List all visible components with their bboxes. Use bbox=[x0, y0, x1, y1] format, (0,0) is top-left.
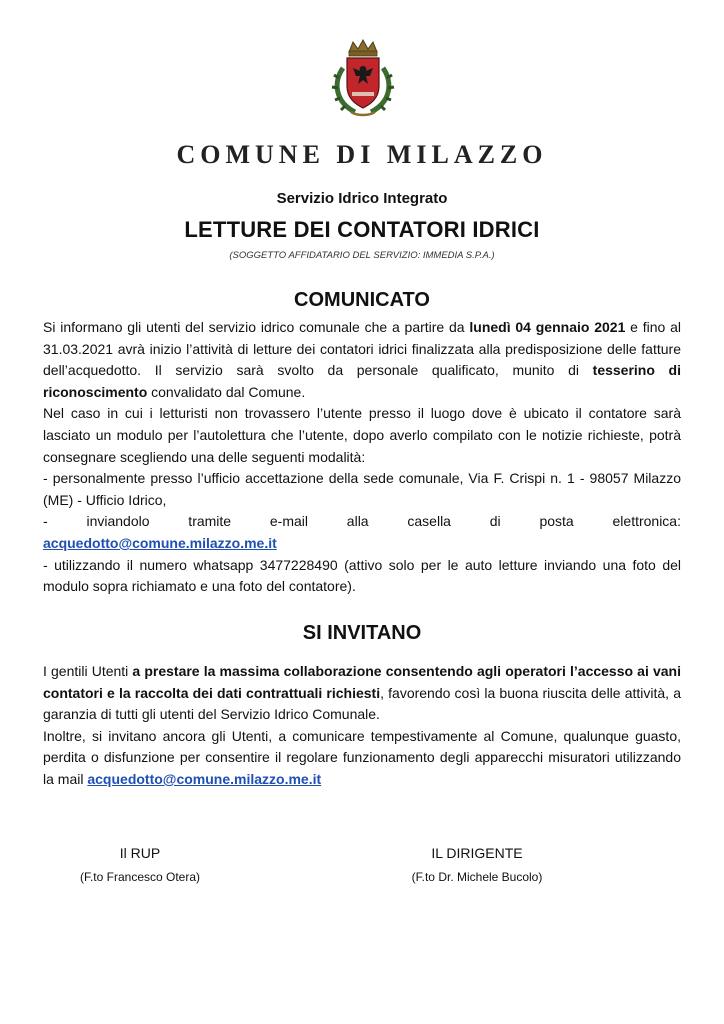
signature-dirigente bbox=[377, 845, 577, 884]
comunicato-paragraph-2: Nel caso in cui i letturisti non trovassero l’utente presso il luogo dove è ubicato il contatore sarà lasciato un modulo per l’autolettura che l’utente, dopo averlo compilato con le notizie richieste, potrà consegnare scegliendo una delle seguenti modalità: bbox=[43, 405, 681, 465]
text-run: convalidato dal Comune. bbox=[147, 383, 306, 400]
badge-requirement: tesserino di riconoscimento bbox=[43, 362, 681, 400]
notice-title: LETTURE DEI CONTATORI IDRICI bbox=[184, 217, 540, 242]
invitano-paragraph-2 bbox=[43, 726, 681, 791]
coat-of-arms-icon bbox=[327, 38, 399, 120]
comunicato-paragraph-1 bbox=[43, 317, 681, 403]
invitano-body bbox=[43, 661, 681, 791]
text-run: , favorendo così la buona riuscita delle attività, a garanzia di tutti gli utenti del Servizio Idrico Comunale. bbox=[43, 684, 681, 723]
text-run: e fino al 31.03.2021 avrà inizio l’attività di letture dei contatori idrici finalizzata alla predisposizione delle fatture dell’acquedotto. Il servizio sarà svolto da personale qualificato, munito di bbox=[43, 319, 681, 379]
text-run: I gentili Utenti bbox=[43, 663, 133, 679]
invitano-heading: SI INVITANO bbox=[302, 622, 422, 644]
email-link[interactable]: acquedotto@comune.milazzo.me.it bbox=[87, 770, 322, 787]
request-text: a prestare la massima collaborazione consentendo agli operatori l’accesso ai vani contatori e la raccolta dei dati contrattuali richiesti bbox=[43, 663, 681, 701]
signer-name: (F.to Francesco Otera) bbox=[79, 870, 201, 884]
signature-rup bbox=[60, 845, 220, 884]
signer-name: (F.to Dr. Michele Bucolo) bbox=[411, 870, 543, 884]
option-whatsapp: - utilizzando il numero whatsapp 3477228490 (attivo solo per le auto letture inviando una foto del modulo sopra richiamato e una foto del contatore). bbox=[43, 556, 681, 595]
invitano-paragraph-1 bbox=[43, 661, 681, 726]
start-date: lunedì 04 gennaio 2021 bbox=[469, 319, 626, 335]
contractor-note: (SOGGETTO AFFIDATARIO DEL SERVIZIO: IMMEDIA S.P.A.) bbox=[229, 250, 495, 261]
option-in-person: - personalmente presso l’ufficio accettazione della sede comunale, Via F. Crispi n. 1 - 98057 Milazzo (ME) - Ufficio Idrico, bbox=[43, 470, 681, 508]
signer-role: Il RUP bbox=[119, 845, 161, 861]
comunicato-heading: COMUNICATO bbox=[294, 289, 430, 311]
text-run: Si informano gli utenti del servizio idrico comunale che a partire da bbox=[43, 319, 470, 335]
email-link[interactable]: acquedotto@comune.milazzo.me.it bbox=[43, 534, 277, 551]
service-subtitle: Servizio Idrico Integrato bbox=[276, 190, 448, 207]
option-email: - inviandolo tramite e-mail alla casella di posta elettronica: bbox=[43, 513, 681, 530]
email-line bbox=[43, 533, 681, 555]
comunicato-body bbox=[43, 317, 681, 598]
signer-role: IL DIRIGENTE bbox=[431, 845, 523, 861]
page-title: COMUNE DI MILAZZO bbox=[176, 140, 548, 169]
text-run: Inoltre, si invitano ancora gli Utenti, a comunicare tempestivamente al Comune, qualunque guasto, perdita o disfunzione per consentire il regolare funzionamento degli apparecchi misuratori utilizzando la mail bbox=[43, 727, 681, 787]
